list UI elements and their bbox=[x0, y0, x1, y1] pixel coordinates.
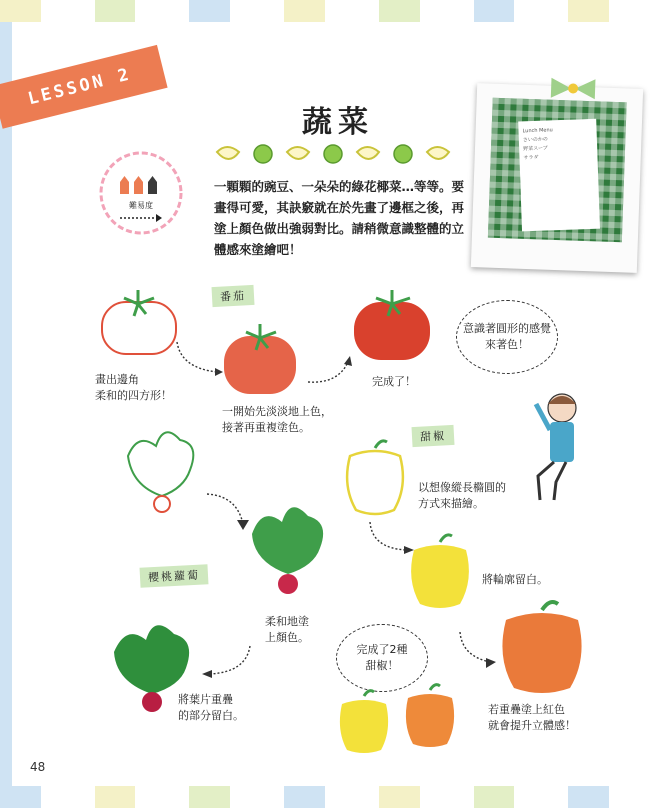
page-number: 48 bbox=[30, 760, 46, 774]
caption-line: 的部分留白。 bbox=[178, 709, 244, 722]
caption-line: 畫出邊角 bbox=[95, 373, 139, 386]
caption-tomato-step1 bbox=[95, 372, 172, 404]
radish-outline-icon bbox=[122, 426, 208, 518]
intro-text bbox=[214, 176, 464, 260]
difficulty-label: 難易度 bbox=[129, 201, 153, 210]
caption-line: 接著再重複塗色。 bbox=[222, 421, 310, 434]
pepper-orange-small-icon bbox=[400, 680, 460, 750]
pepper-red-icon bbox=[494, 596, 590, 696]
caption-tomato-step2 bbox=[222, 404, 332, 436]
intro-line: 一顆顆的豌豆、一朵朵的綠花椰菜…等等。要 bbox=[214, 179, 465, 194]
pepper-yellow-icon bbox=[404, 530, 476, 610]
arrow-icon bbox=[458, 630, 498, 670]
bubble-line: 意識著圓形的感覺 bbox=[463, 322, 551, 335]
bubble-line: 甜椒！ bbox=[365, 659, 399, 672]
bow-ribbon-icon bbox=[550, 74, 595, 110]
note-line: サラダ bbox=[523, 154, 539, 162]
difficulty-marker bbox=[148, 182, 157, 194]
difficulty-marker bbox=[120, 182, 129, 194]
pepper-outline-icon bbox=[340, 436, 410, 516]
lunch-menu-photo bbox=[471, 83, 643, 273]
intro-line: 體感來塗繪吧！ bbox=[214, 242, 302, 257]
top-border-stripe bbox=[0, 0, 663, 22]
arrow-icon bbox=[306, 356, 356, 386]
caption-line: 柔和的四方形！ bbox=[95, 389, 172, 402]
caption-line: 方式來描繪。 bbox=[418, 497, 484, 510]
caption-line: 以想像縱長橢圓的 bbox=[418, 481, 506, 494]
bottom-border-stripe bbox=[0, 786, 663, 808]
lesson-tag bbox=[0, 45, 168, 129]
pepper-yellow-small-icon bbox=[334, 686, 394, 756]
intro-line: 畫得可愛，其訣竅就在於先畫了邊框之後，再 bbox=[214, 200, 465, 215]
bubble-line: 來著色！ bbox=[485, 338, 529, 351]
label-pepper: 甜椒 bbox=[412, 425, 455, 447]
page-title: 蔬菜 bbox=[302, 105, 374, 140]
caption-pepper-step1 bbox=[418, 480, 506, 512]
caption-line: 一開始先淡淡地上色， bbox=[222, 405, 332, 418]
note-line: Lunch Menu bbox=[522, 127, 553, 135]
girl-character-illustration bbox=[532, 386, 590, 504]
note-line: さいのかの bbox=[522, 136, 548, 144]
intro-line: 塗上顏色做出強弱對比。請稍微意識整體的立 bbox=[214, 221, 465, 236]
caption-pepper-step3 bbox=[488, 702, 576, 734]
caption-line: 就會提升立體感！ bbox=[488, 719, 576, 732]
bean-row-decoration bbox=[213, 140, 463, 170]
menu-note bbox=[518, 119, 600, 232]
radish-shaded-icon bbox=[246, 500, 332, 600]
tomato-finished-icon bbox=[350, 288, 434, 364]
caption-pepper-step2: 將輪廓留白。 bbox=[482, 573, 548, 586]
caption-line: 若重疊塗上紅色 bbox=[488, 703, 565, 716]
arrow-icon bbox=[198, 644, 254, 678]
caption-line: 柔和地塗 bbox=[265, 615, 309, 628]
caption-line: 將葉片重疊 bbox=[178, 693, 233, 706]
tomato-outline-icon bbox=[98, 288, 180, 358]
arrow-icon bbox=[175, 340, 225, 380]
tomato-shaded-icon bbox=[220, 322, 300, 398]
caption-radish-step2 bbox=[178, 692, 244, 724]
bubble-line: 完成了2種 bbox=[356, 643, 408, 656]
label-tomato: 番茄 bbox=[212, 285, 255, 307]
arrow-icon bbox=[205, 492, 251, 532]
lesson-label: LESSON 2 bbox=[25, 64, 134, 110]
difficulty-badge bbox=[98, 150, 184, 236]
speech-bubble-round bbox=[456, 300, 558, 374]
caption-tomato-done: 完成了！ bbox=[372, 375, 416, 388]
difficulty-marker bbox=[134, 182, 143, 194]
caption-radish-step1 bbox=[265, 614, 309, 646]
left-border-stripe bbox=[0, 22, 12, 786]
caption-line: 上顏色。 bbox=[265, 631, 309, 644]
note-line: 野菜スープ bbox=[523, 145, 548, 153]
label-radish: 櫻桃蘿蔔 bbox=[140, 564, 209, 588]
